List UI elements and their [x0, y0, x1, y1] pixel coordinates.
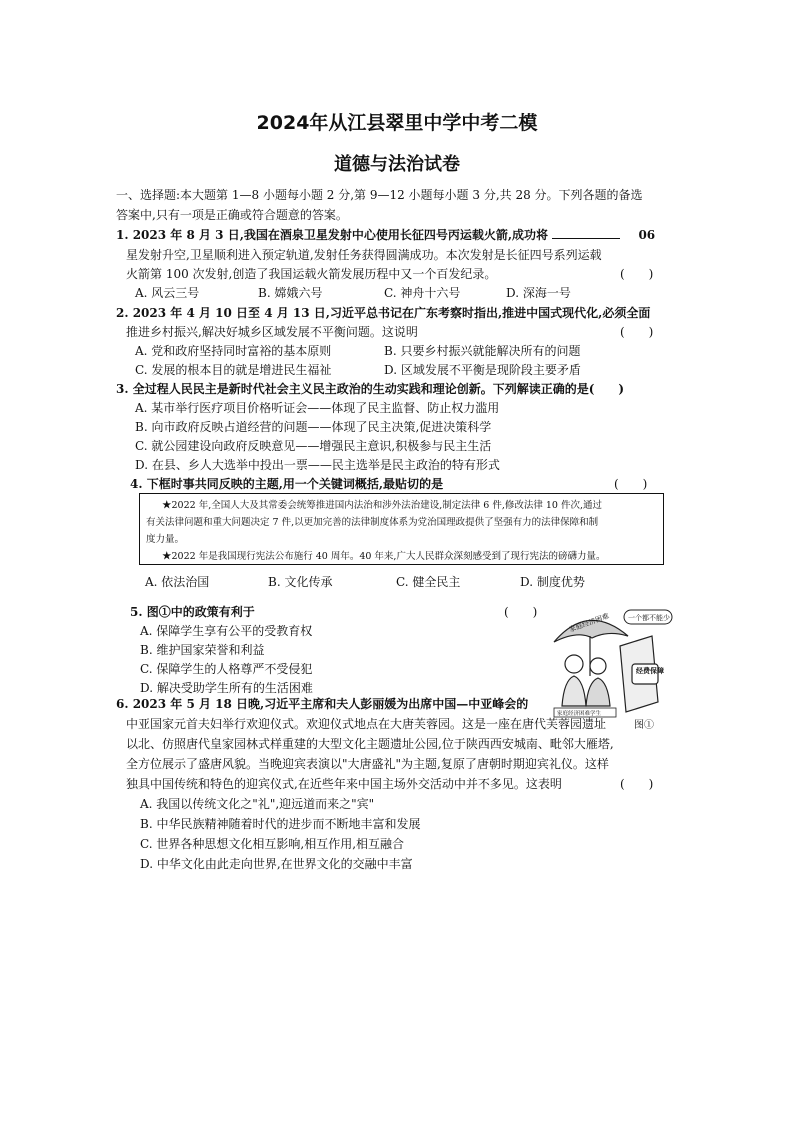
q6-option-b: B. 中华民族精神随着时代的进步而不断地丰富和发展 — [140, 817, 421, 831]
q1-text-a: 1. 2023 年 8 月 3 日,我国在酒泉卫星发射中心使用长征四号丙运载火箭,成功将 — [116, 228, 549, 242]
policy-cartoon-image — [548, 606, 674, 730]
q2-option-c: C. 发展的根本目的就是增进民生福祉 — [135, 363, 332, 377]
exam-subtitle: 道德与法治试卷 — [334, 154, 460, 175]
q6-option-c: C. 世界各种思想文化相互影响,相互作用,相互融合 — [140, 837, 405, 851]
q4-box-line3: 度力量。 — [146, 534, 185, 545]
q1-option-b: B. 嫦娥六号 — [258, 286, 323, 300]
q1-answer-bracket: ( ) — [620, 267, 654, 281]
q4-box-line1: ★2022 年,全国人大及其常委会统筹推进国内法治和涉外法治建设,制定法律 6 件,修改法律 10 件次,通过 — [162, 500, 602, 511]
q1-line3: 火箭第 100 次发射,创造了我国运载火箭发展历程中又一个百发纪录。 — [126, 267, 497, 281]
q1-answer-blank — [552, 228, 620, 239]
section-instruction-line2: 答案中,只有一项是正确或符合题意的答案。 — [116, 208, 348, 222]
q3-option-d: D. 在县、乡人大选举中投出一票——民主选举是民主政治的特有形式 — [135, 458, 500, 472]
q3-option-b: B. 向市政府反映占道经营的问题——体现了民主决策,促进决策科学 — [135, 420, 492, 434]
q6-line3: 以北、仿照唐代皇家园林式样重建的大型文化主题遗址公园,位于陕西西安城南、毗邻大雁塔, — [126, 737, 614, 751]
q1-option-d: D. 深海一号 — [506, 286, 571, 300]
section-instruction-line1: 一、选择题:本大题第 1—8 小题每小题 2 分,第 9—12 小题每小题 3 分,共 28 分。下列各题的备选 — [116, 188, 643, 202]
q3-option-a: A. 某市举行医疗项目价格听证会——体现了民主监督、防止权力滥用 — [135, 401, 500, 415]
q5-option-d: D. 解决受助学生所有的生活困难 — [140, 681, 313, 695]
q6-line1: 6. 2023 年 5 月 18 日晚,习近平主席和夫人彭丽媛为出席中国—中亚峰会的 — [116, 697, 529, 711]
q1-option-c: C. 神舟十六号 — [384, 286, 461, 300]
q2-answer-bracket: ( ) — [620, 325, 654, 339]
q5-option-b: B. 维护国家荣誉和利益 — [140, 643, 265, 657]
q6-option-a: A. 我国以传统文化之"礼",迎远道而来之"宾" — [140, 797, 375, 811]
q2-line1: 2. 2023 年 4 月 10 日至 4 月 13 日,习近平总书记在广东考察时指出,推进中国式现代化,必须全面 — [116, 306, 651, 320]
q6-option-d: D. 中华文化由此走向世界,在世界文化的交融中丰富 — [140, 857, 413, 871]
q4-box-line4: ★2022 年是我国现行宪法公布施行 40 周年。40 年来,广大人民群众深刻感受到了现行宪法的磅礴力量。 — [162, 551, 606, 562]
umbrella-label: 家庭经济困难 — [567, 611, 611, 634]
q3-line1: 3. 全过程人民民主是新时代社会主义民主政治的生动实践和理论创新。下列解读正确的是( ) — [116, 382, 625, 396]
q3-option-c: C. 就公园建设向政府反映意见——增强民主意识,积极参与民主生活 — [135, 439, 492, 453]
q6-line4: 全方位展示了盛唐风貌。当晚迎宾表演以"大唐盛礼"为主题,复原了唐朝时期迎宾礼仪。这样 — [126, 757, 609, 771]
cartoon-caption-small: 家庭经济困难学生 — [557, 711, 602, 717]
q5-line1: 5. 图①中的政策有利于 — [130, 605, 255, 619]
q1-text-b: 06 — [638, 228, 656, 242]
child-head-icon — [590, 658, 606, 674]
q4-answer-bracket: ( ) — [614, 477, 648, 491]
q4-option-c: C. 健全民主 — [396, 575, 461, 589]
q6-line5: 独具中国传统和特色的迎宾仪式,在近些年来中国主场外交活动中并不多见。这表明 — [126, 777, 562, 791]
q1-line1 — [116, 226, 655, 244]
child-head-icon — [565, 655, 583, 673]
q6-answer-bracket: ( ) — [620, 777, 654, 791]
q5-option-c: C. 保障学生的人格尊严不受侵犯 — [140, 662, 313, 676]
q1-option-a: A. 风云三号 — [135, 286, 200, 300]
q4-option-b: B. 文化传承 — [268, 575, 333, 589]
q6-line2: 中亚国家元首夫妇举行欢迎仪式。欢迎仪式地点在大唐芙蓉园。这是一座在唐代芙蓉园遗址 — [126, 717, 607, 731]
q2-option-a: A. 党和政府坚持同时富裕的基本原则 — [135, 344, 332, 358]
q2-option-b: B. 只要乡村振兴就能解决所有的问题 — [384, 344, 581, 358]
q1-line2: 星发射升空,卫星顺利进入预定轨道,发射任务获得圆满成功。本次发射是长征四号系列运载 — [126, 248, 602, 262]
q2-option-d: D. 区域发展不平衡是现阶段主要矛盾 — [384, 363, 581, 377]
q5-option-a: A. 保障学生享有公平的受教育权 — [140, 624, 313, 638]
exam-title: 2024年从江县翠里中学中考二模 — [256, 112, 538, 134]
q5-answer-bracket: ( ) — [504, 605, 538, 619]
q4-option-d: D. 制度优势 — [520, 575, 585, 589]
sign-label: 一个都不能少 — [628, 614, 670, 622]
q2-line2: 推进乡村振兴,解决好城乡区域发展不平衡问题。这说明 — [126, 325, 418, 339]
q4-news-box — [139, 493, 664, 565]
q4-box-line2: 有关法律问题和重大问题决定 7 件,以更加完善的法律制度体系为党治国理政提供了坚强有力的法律保障和制 — [146, 517, 599, 528]
q4-option-a: A. 依法治国 — [145, 575, 210, 589]
q4-line1: 4. 下框时事共同反映的主题,用一个关键词概括,最贴切的是 — [130, 477, 444, 491]
figure-label: 图① — [634, 720, 654, 731]
badge-label: 经费保障 — [636, 667, 664, 675]
